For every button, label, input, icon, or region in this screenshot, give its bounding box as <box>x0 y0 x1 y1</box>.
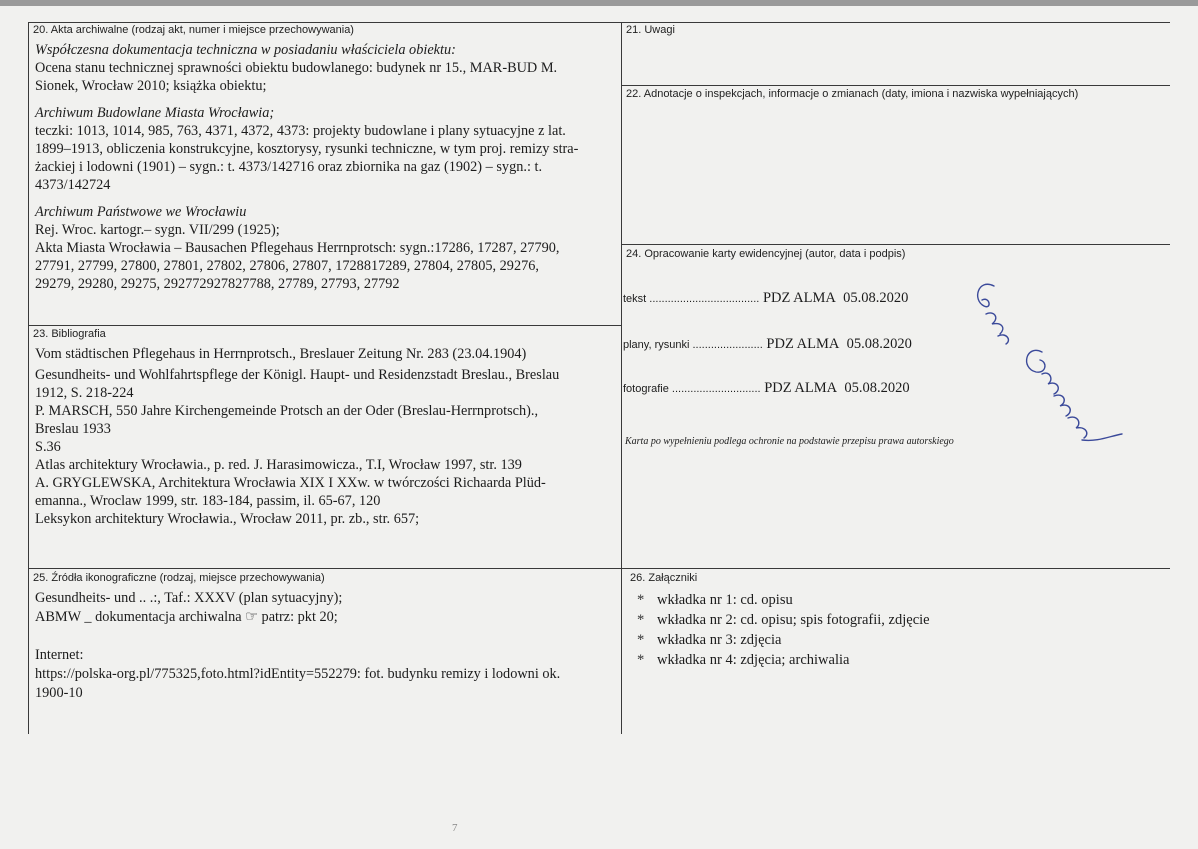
iconography-line: 1900-10 <box>35 685 83 701</box>
copyright-note: Karta po wypełnieniu podlega ochronie na podstawie przepisu prawa autorskiego <box>625 436 954 447</box>
archive-line: 1899–1913, obliczenia konstrukcyjne, kosztorysy, rysunki techniczne, w tym proj. remizy stra- <box>35 141 579 157</box>
archive-group-title: Współczesna dokumentacja techniczna w posiadaniu właściciela obiektu: <box>35 42 456 58</box>
archive-line: Ocena stanu technicznej sprawności obiektu budowlanego: budynek nr 15., MAR-BUD M. <box>35 60 558 76</box>
archive-line: 4373/142724 <box>35 177 111 193</box>
section-20-label: 20. Akta archiwalne (rodzaj akt, numer i miejsce przechowywania) <box>33 24 354 36</box>
row-date: 05.08.2020 <box>846 336 912 352</box>
bullet-icon: * <box>637 652 645 668</box>
page-mark: 7 <box>452 822 458 834</box>
signature-strokes <box>978 284 1122 440</box>
iconography-line: ABMW _ dokumentacja archiwalna ☞ patrz: pkt 20; <box>35 609 338 625</box>
author-row-drawings <box>623 336 912 353</box>
bibliography-entry: Leksykon architektury Wrocławia., Wrocław 2011, pr. zb., str. 657; <box>35 511 420 527</box>
attachment-item <box>637 630 930 650</box>
archive-line: teczki: 1013, 1014, 985, 763, 4371, 4372, 4373: projekty budowlane i plany sytuacyjne z lat. <box>35 123 566 139</box>
attachment-text: wkładka nr 3: zdjęcia <box>657 632 782 648</box>
attachment-item <box>637 590 930 610</box>
rule-s22-s24 <box>621 244 1170 245</box>
attachment-text: wkładka nr 2: cd. opisu; spis fotografii, zdjęcie <box>657 612 930 628</box>
row-author: PDZ ALMA <box>764 380 838 396</box>
row-dots: .................................... <box>646 293 760 305</box>
author-row-photos <box>623 380 910 397</box>
bullet-icon: * <box>637 612 645 628</box>
iconography-list <box>35 589 560 703</box>
iconography-line: Gesundheits- und .. .:, Taf.: XXXV (plan sytuacyjny); <box>35 590 343 606</box>
row-author: PDZ ALMA <box>766 336 840 352</box>
archive-line: Sionek, Wrocław 2010; książka obiektu; <box>35 78 267 94</box>
attachment-text: wkładka nr 1: cd. opisu <box>657 592 793 608</box>
row-date: 05.08.2020 <box>844 380 910 396</box>
section-20-content <box>35 41 578 293</box>
author-row-text <box>623 290 908 307</box>
row-key: tekst <box>623 293 647 305</box>
rule-left <box>28 22 29 734</box>
row-dots: ....................... <box>689 339 763 351</box>
iconography-link: https://polska-org.pl/775325,foto.html?idEntity=552279: fot. budynku remizy i lodowni ok. <box>35 666 561 682</box>
rule-middle <box>621 22 622 734</box>
rule-s23-s25 <box>28 568 1170 569</box>
section-21-label: 21. Uwagi <box>626 24 675 36</box>
bibliography-entry: Atlas architektury Wrocławia., p. red. J. Harasimowicza., T.I, Wrocław 1997, str. 139 <box>35 457 522 473</box>
archive-group-3 <box>35 203 578 293</box>
bibliography-entry: Breslau 1933 <box>35 421 111 437</box>
archive-group-title: Archiwum Państwowe we Wrocławiu <box>35 204 247 220</box>
row-key: plany, rysunki <box>623 339 690 351</box>
rule-s21-s22 <box>621 85 1170 86</box>
bullet-icon: * <box>637 632 645 648</box>
handwritten-signature <box>950 270 1130 455</box>
row-dots: ............................. <box>668 383 761 395</box>
scan-top-edge <box>0 0 1198 6</box>
section-26-label: 26. Załączniki <box>630 572 698 584</box>
rule-s20-s23 <box>28 325 621 326</box>
section-23-label: 23. Bibliografia <box>33 328 106 340</box>
bibliography-entry: S.36 <box>35 439 61 455</box>
archive-group-1 <box>35 41 578 95</box>
attachment-text: wkładka nr 4: zdjęcia; archiwalia <box>657 652 850 668</box>
bibliography-entry: Vom städtischen Pflegehaus in Herrnprotsch., Breslauer Zeitung Nr. 283 (23.04.1904) <box>35 346 527 362</box>
rule-top <box>28 22 1170 23</box>
bibliography-entry: P. MARSCH, 550 Jahre Kirchengemeinde Protsch an der Oder (Breslau-Herrnprotsch)., <box>35 403 539 419</box>
bibliography-entry: 1912, S. 218-224 <box>35 385 134 401</box>
archive-line: 29279, 29280, 29275, 292772927827788, 27789, 27793, 27792 <box>35 276 400 292</box>
section-24-label: 24. Opracowanie karty ewidencyjnej (autor, data i podpis) <box>626 248 906 260</box>
row-date: 05.08.2020 <box>843 290 909 306</box>
archive-line: Rej. Wroc. kartogr.– sygn. VII/299 (1925); <box>35 222 280 238</box>
archive-line: 27791, 27799, 27800, 27801, 27802, 27806, 27807, 1728817289, 27804, 27805, 29276, <box>35 258 539 274</box>
section-25-label: 25. Źródła ikonograficzne (rodzaj, miejsce przechowywania) <box>33 572 325 584</box>
row-key: fotografie <box>623 383 669 395</box>
archive-group-title: Archiwum Budowlane Miasta Wrocławia; <box>35 105 275 121</box>
attachment-item <box>637 610 930 630</box>
bibliography-entry: emanna., Wroclaw 1999, str. 183-184, passim, il. 65-67, 120 <box>35 493 381 509</box>
iconography-line <box>35 627 560 646</box>
section-22-label: 22. Adnotacje o inspekcjach, informacje o zmianach (daty, imiona i nazwiska wypełniających) <box>626 88 1079 100</box>
bibliography-entry: A. GRYGLEWSKA, Architektura Wrocławia XIX I XXw. w twórczości Richaarda Plüd- <box>35 475 546 491</box>
archive-line: żackiej i lodowni (1901) – sygn.: t. 4373/142716 oraz zbiornika na gaz (1902) – sygn.: t. <box>35 159 543 175</box>
archive-line: Akta Miasta Wrocławia – Bausachen Pflegehaus Herrnprotsch: sygn.:17286, 17287, 27790, <box>35 240 560 256</box>
bibliography-entry: Gesundheits- und Wohlfahrtspflege der Königl. Haupt- und Residenzstadt Breslau., Breslau <box>35 367 560 383</box>
row-author: PDZ ALMA <box>762 290 836 306</box>
attachment-item <box>637 650 930 670</box>
archive-group-2 <box>35 104 578 194</box>
bibliography-list <box>35 345 559 528</box>
iconography-line: Internet: <box>35 647 84 663</box>
attachments-list <box>637 590 930 670</box>
bullet-icon: * <box>637 592 645 608</box>
